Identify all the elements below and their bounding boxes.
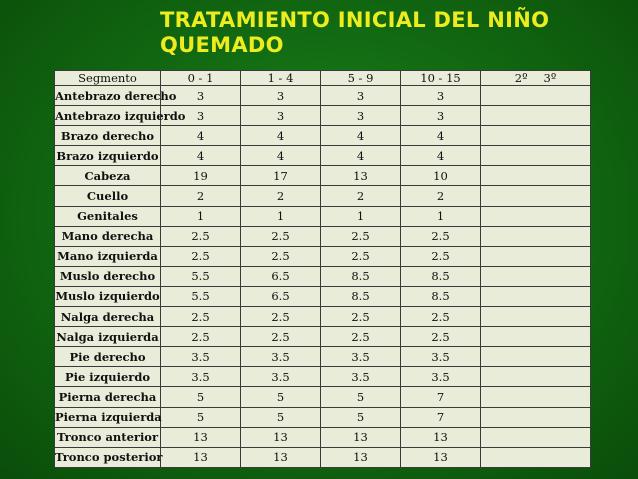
row-value-age-3: 3.5 — [401, 347, 481, 367]
row-segment-name: Muslo derecho — [55, 266, 161, 286]
row-value-age-0: 3 — [161, 106, 241, 126]
slide-title: TRATAMIENTO INICIAL DEL NIÑO QUEMADO — [160, 8, 550, 57]
row-degree-cell — [481, 126, 591, 146]
table-row — [55, 86, 591, 106]
row-value-age-2: 3.5 — [321, 347, 401, 367]
row-value-age-0: 2.5 — [161, 246, 241, 266]
table-row — [55, 126, 591, 146]
table-row — [55, 186, 591, 206]
row-value-age-1: 5 — [241, 387, 321, 407]
header-age-2: 5 - 9 — [321, 71, 401, 86]
row-value-age-3: 1 — [401, 206, 481, 226]
row-value-age-3: 10 — [401, 166, 481, 186]
row-segment-name: Antebrazo derecho — [55, 86, 161, 106]
row-value-age-1: 3.5 — [241, 367, 321, 387]
row-degree-cell — [481, 367, 591, 387]
row-value-age-3: 2.5 — [401, 327, 481, 347]
row-segment-name: Tronco anterior — [55, 427, 161, 447]
header-age-3: 10 - 15 — [401, 71, 481, 86]
row-value-age-1: 13 — [241, 447, 321, 467]
row-value-age-0: 4 — [161, 126, 241, 146]
header-age-1: 1 - 4 — [241, 71, 321, 86]
row-degree-cell — [481, 347, 591, 367]
row-degree-cell — [481, 226, 591, 246]
row-value-age-0: 19 — [161, 166, 241, 186]
row-segment-name: Cuello — [55, 186, 161, 206]
row-value-age-1: 2.5 — [241, 246, 321, 266]
row-value-age-2: 2.5 — [321, 226, 401, 246]
table-row — [55, 166, 591, 186]
row-value-age-3: 7 — [401, 387, 481, 407]
row-value-age-1: 3 — [241, 86, 321, 106]
row-value-age-3: 2 — [401, 186, 481, 206]
row-value-age-2: 3 — [321, 86, 401, 106]
row-value-age-1: 1 — [241, 206, 321, 226]
row-segment-name: Nalga derecha — [55, 307, 161, 327]
row-value-age-3: 13 — [401, 427, 481, 447]
row-value-age-2: 13 — [321, 427, 401, 447]
row-value-age-2: 3.5 — [321, 367, 401, 387]
row-value-age-3: 13 — [401, 447, 481, 467]
table-row — [55, 106, 591, 126]
row-value-age-0: 2.5 — [161, 226, 241, 246]
row-value-age-0: 3 — [161, 86, 241, 106]
row-degree-cell — [481, 447, 591, 467]
row-segment-name: Genitales — [55, 206, 161, 226]
row-value-age-1: 2.5 — [241, 307, 321, 327]
table-row — [55, 327, 591, 347]
row-value-age-2: 2.5 — [321, 246, 401, 266]
row-segment-name: Antebrazo izquierdo — [55, 106, 161, 126]
row-value-age-2: 5 — [321, 407, 401, 427]
row-degree-cell — [481, 307, 591, 327]
row-value-age-0: 2.5 — [161, 327, 241, 347]
row-value-age-2: 13 — [321, 166, 401, 186]
row-value-age-3: 4 — [401, 146, 481, 166]
header-age-0: 0 - 1 — [161, 71, 241, 86]
row-value-age-3: 2.5 — [401, 226, 481, 246]
row-degree-cell — [481, 106, 591, 126]
table-row — [55, 407, 591, 427]
table-row — [55, 226, 591, 246]
row-value-age-1: 5 — [241, 407, 321, 427]
row-degree-cell — [481, 186, 591, 206]
table-row — [55, 447, 591, 467]
row-value-age-3: 7 — [401, 407, 481, 427]
row-value-age-2: 5 — [321, 387, 401, 407]
table-row — [55, 387, 591, 407]
row-segment-name: Pierna derecha — [55, 387, 161, 407]
table-row — [55, 146, 591, 166]
row-value-age-0: 1 — [161, 206, 241, 226]
table-row — [55, 367, 591, 387]
row-value-age-0: 13 — [161, 447, 241, 467]
row-value-age-3: 3.5 — [401, 367, 481, 387]
table-header-row — [55, 71, 591, 86]
row-value-age-2: 8.5 — [321, 286, 401, 306]
row-degree-cell — [481, 146, 591, 166]
row-degree-cell — [481, 286, 591, 306]
row-value-age-2: 13 — [321, 447, 401, 467]
row-degree-cell — [481, 166, 591, 186]
row-value-age-0: 5.5 — [161, 266, 241, 286]
row-value-age-1: 4 — [241, 146, 321, 166]
row-segment-name: Brazo derecho — [55, 126, 161, 146]
table-row — [55, 206, 591, 226]
row-degree-cell — [481, 246, 591, 266]
table-row — [55, 427, 591, 447]
row-degree-cell — [481, 86, 591, 106]
row-value-age-3: 4 — [401, 126, 481, 146]
table-row — [55, 347, 591, 367]
row-value-age-2: 2.5 — [321, 307, 401, 327]
row-value-age-1: 6.5 — [241, 286, 321, 306]
row-value-age-2: 8.5 — [321, 266, 401, 286]
row-value-age-2: 2 — [321, 186, 401, 206]
row-value-age-2: 1 — [321, 206, 401, 226]
row-segment-name: Pie derecho — [55, 347, 161, 367]
row-segment-name: Tronco posterior — [55, 447, 161, 467]
row-segment-name: Pierna izquierda — [55, 407, 161, 427]
header-segment: Segmento — [55, 71, 161, 86]
row-value-age-2: 2.5 — [321, 327, 401, 347]
row-value-age-1: 2.5 — [241, 327, 321, 347]
row-value-age-3: 8.5 — [401, 286, 481, 306]
row-segment-name: Cabeza — [55, 166, 161, 186]
row-value-age-2: 4 — [321, 146, 401, 166]
table-row — [55, 286, 591, 306]
row-value-age-0: 5 — [161, 407, 241, 427]
row-value-age-1: 2.5 — [241, 226, 321, 246]
table-body — [55, 86, 591, 468]
row-degree-cell — [481, 407, 591, 427]
table-row — [55, 266, 591, 286]
row-value-age-3: 3 — [401, 86, 481, 106]
row-value-age-0: 4 — [161, 146, 241, 166]
row-value-age-1: 13 — [241, 427, 321, 447]
row-value-age-3: 3 — [401, 106, 481, 126]
row-value-age-0: 5 — [161, 387, 241, 407]
row-value-age-0: 2.5 — [161, 307, 241, 327]
row-value-age-0: 3.5 — [161, 367, 241, 387]
row-value-age-1: 4 — [241, 126, 321, 146]
row-degree-cell — [481, 206, 591, 226]
table-row — [55, 307, 591, 327]
row-value-age-0: 3.5 — [161, 347, 241, 367]
row-degree-cell — [481, 327, 591, 347]
header-degree-3: 3º — [543, 71, 557, 85]
row-value-age-2: 4 — [321, 126, 401, 146]
row-value-age-1: 17 — [241, 166, 321, 186]
row-segment-name: Pie izquierdo — [55, 367, 161, 387]
row-value-age-0: 13 — [161, 427, 241, 447]
row-value-age-3: 2.5 — [401, 246, 481, 266]
row-value-age-1: 3 — [241, 106, 321, 126]
row-segment-name: Brazo izquierdo — [55, 146, 161, 166]
burn-percentage-table — [54, 70, 591, 468]
row-value-age-3: 2.5 — [401, 307, 481, 327]
row-segment-name: Muslo izquierdo — [55, 286, 161, 306]
row-value-age-3: 8.5 — [401, 266, 481, 286]
table-row — [55, 246, 591, 266]
row-segment-name: Nalga izquierda — [55, 327, 161, 347]
row-value-age-1: 3.5 — [241, 347, 321, 367]
row-value-age-0: 5.5 — [161, 286, 241, 306]
row-segment-name: Mano izquierda — [55, 246, 161, 266]
header-degree-2: 2º — [514, 71, 528, 85]
row-value-age-2: 3 — [321, 106, 401, 126]
header-degrees — [481, 71, 591, 86]
row-segment-name: Mano derecha — [55, 226, 161, 246]
row-value-age-1: 2 — [241, 186, 321, 206]
row-degree-cell — [481, 427, 591, 447]
row-value-age-1: 6.5 — [241, 266, 321, 286]
row-degree-cell — [481, 387, 591, 407]
row-value-age-0: 2 — [161, 186, 241, 206]
row-degree-cell — [481, 266, 591, 286]
